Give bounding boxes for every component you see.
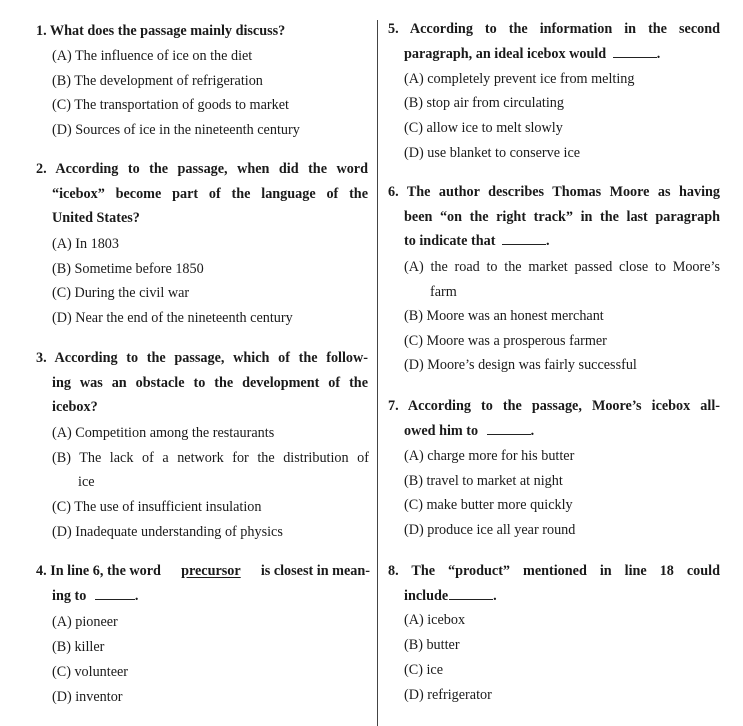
answer-blank	[95, 585, 135, 600]
question-3-option-d[interactable]: (D) Inadequate understanding of physics	[52, 524, 283, 540]
question-1-option-d[interactable]: (D) Sources of ice in the nineteenth century	[52, 122, 300, 138]
question-stem-line: 5. According to the information in the second	[388, 21, 720, 37]
answer-blank	[613, 43, 657, 58]
stem-text: ing to	[52, 587, 87, 604]
stem-text: .	[134, 587, 139, 604]
question-5-option-a[interactable]: (A) completely prevent ice from melting	[404, 71, 635, 87]
question-2-option-a[interactable]: (A) In 1803	[52, 236, 119, 252]
question-2-option-c[interactable]: (C) During the civil war	[52, 285, 190, 301]
stem-text: is closest in mean-	[260, 563, 370, 579]
question-stem-line: 6. The author describes Thomas Moore as having	[388, 184, 720, 200]
question-stem-line: been “on the right track” in the last paragraph	[404, 208, 720, 225]
question-stem-line: icebox?	[52, 399, 98, 416]
stem-text: 4. In line 6, the word	[36, 563, 161, 579]
column-divider	[377, 20, 378, 726]
stem-text: paragraph, an ideal icebox would	[404, 45, 607, 62]
question-1-option-a[interactable]: (A) The influence of ice on the diet	[52, 48, 253, 64]
answer-blank	[487, 420, 531, 435]
question-5-stem	[388, 17, 720, 66]
question-7-option-d[interactable]: (D) produce ice all year round	[404, 522, 576, 538]
question-stem-line: 2. According to the passage, when did the word	[36, 161, 368, 177]
stem-text: to indicate that	[404, 233, 496, 250]
stem-text: owed him to	[404, 422, 479, 439]
stem-text: .	[493, 587, 497, 604]
question-2-option-b[interactable]: (B) Sometime before 1850	[52, 261, 204, 277]
question-4-option-c[interactable]: (C) volunteer	[52, 664, 129, 680]
question-stem-line	[388, 419, 720, 444]
question-3-option-b[interactable]: (B) The lack of a network for the distribution of	[52, 450, 369, 466]
stem-text: .	[545, 233, 550, 250]
question-8-option-d[interactable]: (D) refrigerator	[404, 687, 492, 703]
question-8-option-c[interactable]: (C) ice	[404, 662, 443, 678]
question-7-stem	[388, 394, 720, 443]
question-8-stem	[388, 559, 720, 608]
question-4-option-b[interactable]: (B) killer	[52, 639, 105, 655]
question-2-stem	[36, 157, 368, 231]
question-stem-line	[388, 229, 720, 254]
question-3-option-a[interactable]: (A) Competition among the restaurants	[52, 425, 275, 441]
question-5-option-d[interactable]: (D) use blanket to conserve ice	[404, 145, 581, 161]
question-7-option-b[interactable]: (B) travel to market at night	[404, 473, 563, 489]
question-stem-line: 7. According to the passage, Moore’s icebox all-	[388, 398, 720, 414]
question-4-stem	[36, 559, 370, 608]
question-4-option-a[interactable]: (A) pioneer	[52, 614, 118, 630]
question-3-option-c[interactable]: (C) The use of insufficient insulation	[52, 499, 262, 515]
question-3-option-b-cont[interactable]: ice	[78, 474, 95, 490]
question-6-option-d[interactable]: (D) Moore’s design was fairly successful	[404, 357, 637, 373]
stem-text: .	[530, 422, 535, 439]
question-stem-line	[36, 584, 370, 609]
question-6-option-a-cont[interactable]: farm	[430, 284, 457, 300]
question-8-option-a[interactable]: (A) icebox	[404, 612, 466, 628]
question-6-stem	[388, 180, 720, 254]
question-stem-line	[388, 42, 720, 67]
question-3-stem	[36, 346, 368, 420]
question-7-option-a[interactable]: (A) charge more for his butter	[404, 448, 575, 464]
question-5-option-c[interactable]: (C) allow ice to melt slowly	[404, 120, 563, 136]
question-stem-line	[388, 584, 720, 609]
question-1-stem	[36, 19, 372, 44]
question-6-option-b[interactable]: (B) Moore was an honest merchant	[404, 308, 604, 324]
question-6-option-a[interactable]: (A) the road to the market passed close to Moore’s	[404, 259, 720, 275]
question-stem-line: ing was an obstacle to the development of the	[52, 374, 368, 391]
underlined-word: precursor	[181, 563, 241, 579]
question-7-option-c[interactable]: (C) make butter more quickly	[404, 497, 573, 513]
question-6-option-c[interactable]: (C) Moore was a prosperous farmer	[404, 333, 607, 349]
question-5-option-b[interactable]: (B) stop air from circulating	[404, 95, 564, 111]
question-8-option-b[interactable]: (B) butter	[404, 637, 460, 653]
question-stem-line: 8. The “product” mentioned in line 18 could	[388, 563, 720, 579]
stem-text: include	[404, 587, 449, 604]
question-1-option-c[interactable]: (C) The transportation of goods to market	[52, 97, 289, 113]
question-stem-line: 3. According to the passage, which of the follow-	[36, 350, 368, 366]
question-2-option-d[interactable]: (D) Near the end of the nineteenth century	[52, 310, 293, 326]
question-stem-line: 1. What does the passage mainly discuss?	[36, 23, 286, 39]
stem-text: .	[656, 45, 661, 62]
question-1-option-b[interactable]: (B) The development of refrigeration	[52, 73, 263, 89]
question-stem-line: United States?	[52, 210, 140, 227]
question-4-option-d[interactable]: (D) inventor	[52, 689, 123, 705]
question-stem-line: “icebox” become part of the language of the	[52, 185, 368, 202]
answer-blank	[502, 230, 546, 245]
question-stem-line	[36, 559, 370, 584]
answer-blank	[449, 585, 493, 600]
